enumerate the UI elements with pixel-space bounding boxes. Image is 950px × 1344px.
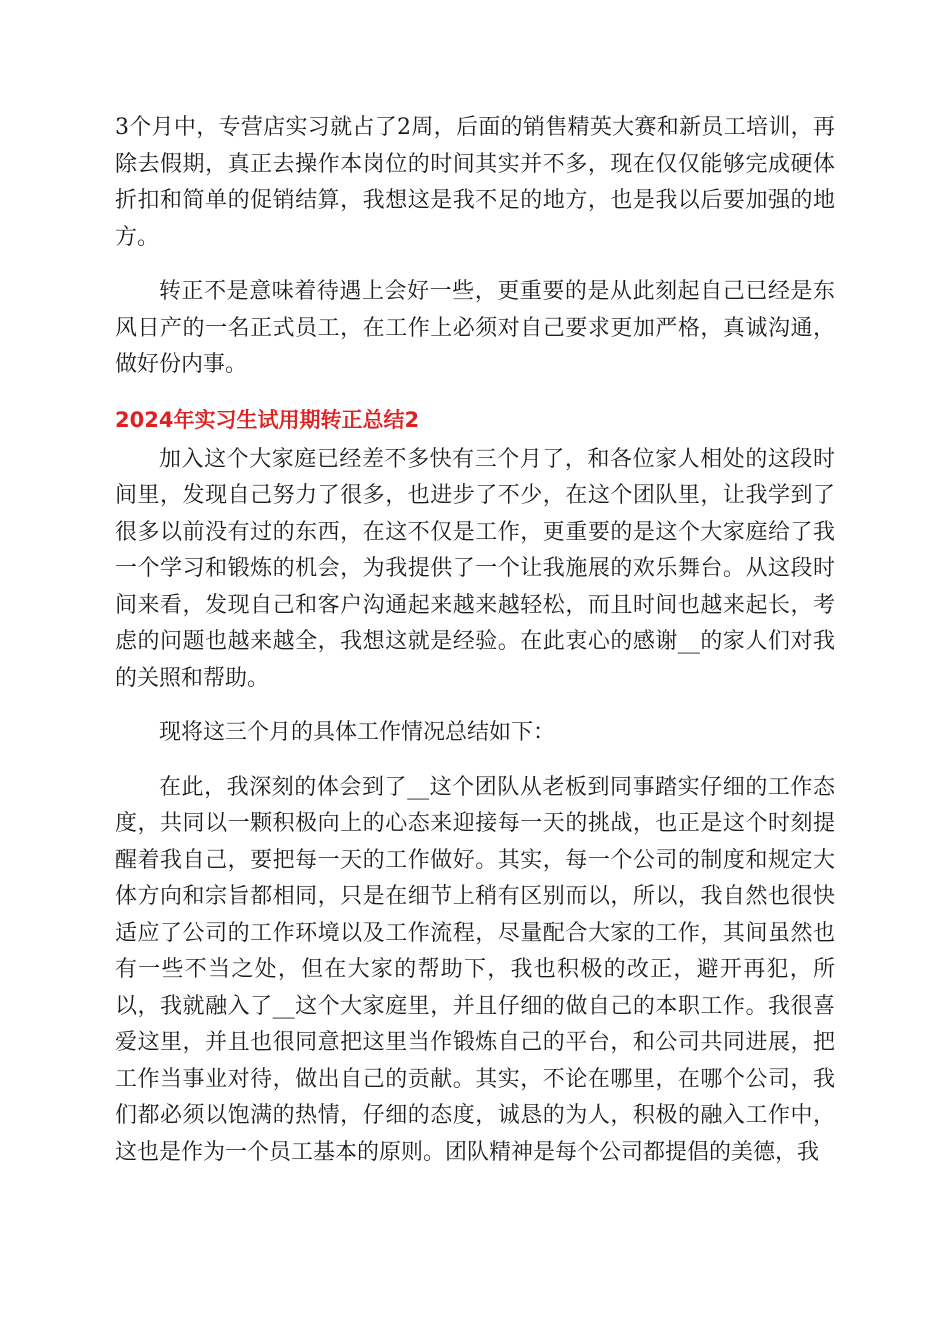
paragraph-5: 在此，我深刻的体会到了__这个团队从老板到同事踏实仔细的工作态度，共同以一颗积极向上的心态来迎接每一天的挑战，也正是这个时刻提醒着我自己，要把每一天的工作做好。其实，每一个公司的制度和规定大体方向和宗旨都相同，只是在细节上稍有区别而以，所以，我自然也很快适应了公司的工作环境以及工作流程，尽量配合大家的工作，其间虽然也有一些不当之处，但在大家的帮助下，我也积极的改正，避开再犯，所以，我就融入了__这个大家庭里，并且仔细的做自己的本职工作。我很喜爱这里，并且也很同意把这里当作锻炼自己的平台，和公司共同进展，把工作当事业对待，做出自己的贡献。其实，不论在哪里，在哪个公司，我们都必须以饱满的热情，仔细的态度，诚恳的为人，积极的融入工作中，这也是作为一个员工基本的原则。团队精神是每个公司都提倡的美德，我 — [115, 774, 835, 1165]
document-page — [115, 110, 835, 1189]
paragraph-2: 转正不是意味着待遇上会好一些，更重要的是从此刻起自己已经是东风日产的一名正式员工，在工作上必须对自己要求更加严格，真诚沟通，做好份内事。 — [115, 279, 835, 377]
paragraph-1: 3个月中，专营店实习就占了2周，后面的销售精英大赛和新员工培训，再除去假期，真正去操作本岗位的时间其实并不多，现在仅仅能够完成硬体折扣和简单的促销结算，我想这是我不足的地方，也是我以后要加强的地方。 — [115, 115, 835, 250]
paragraph-4: 现将这三个月的具体工作情况总结如下： — [159, 720, 556, 745]
section-heading: 2024年实习生试用期转正总结2 — [115, 407, 420, 432]
paragraph-3: 加入这个大家庭已经差不多快有三个月了，和各位家人相处的这段时间里，发现自己努力了很多，也进步了不少，在这个团队里，让我学到了很多以前没有过的东西，在这不仅是工作，更重要的是这个大家庭给了我一个学习和锻炼的机会，为我提供了一个让我施展的欢乐舞台。从这段时间来看，发现自己和客户沟通起来越来越轻松，而且时间也越来起长，考虑的问题也越来越全，我想这就是经验。在此衷心的感谢__的家人们对我的关照和帮助。 — [115, 446, 835, 691]
